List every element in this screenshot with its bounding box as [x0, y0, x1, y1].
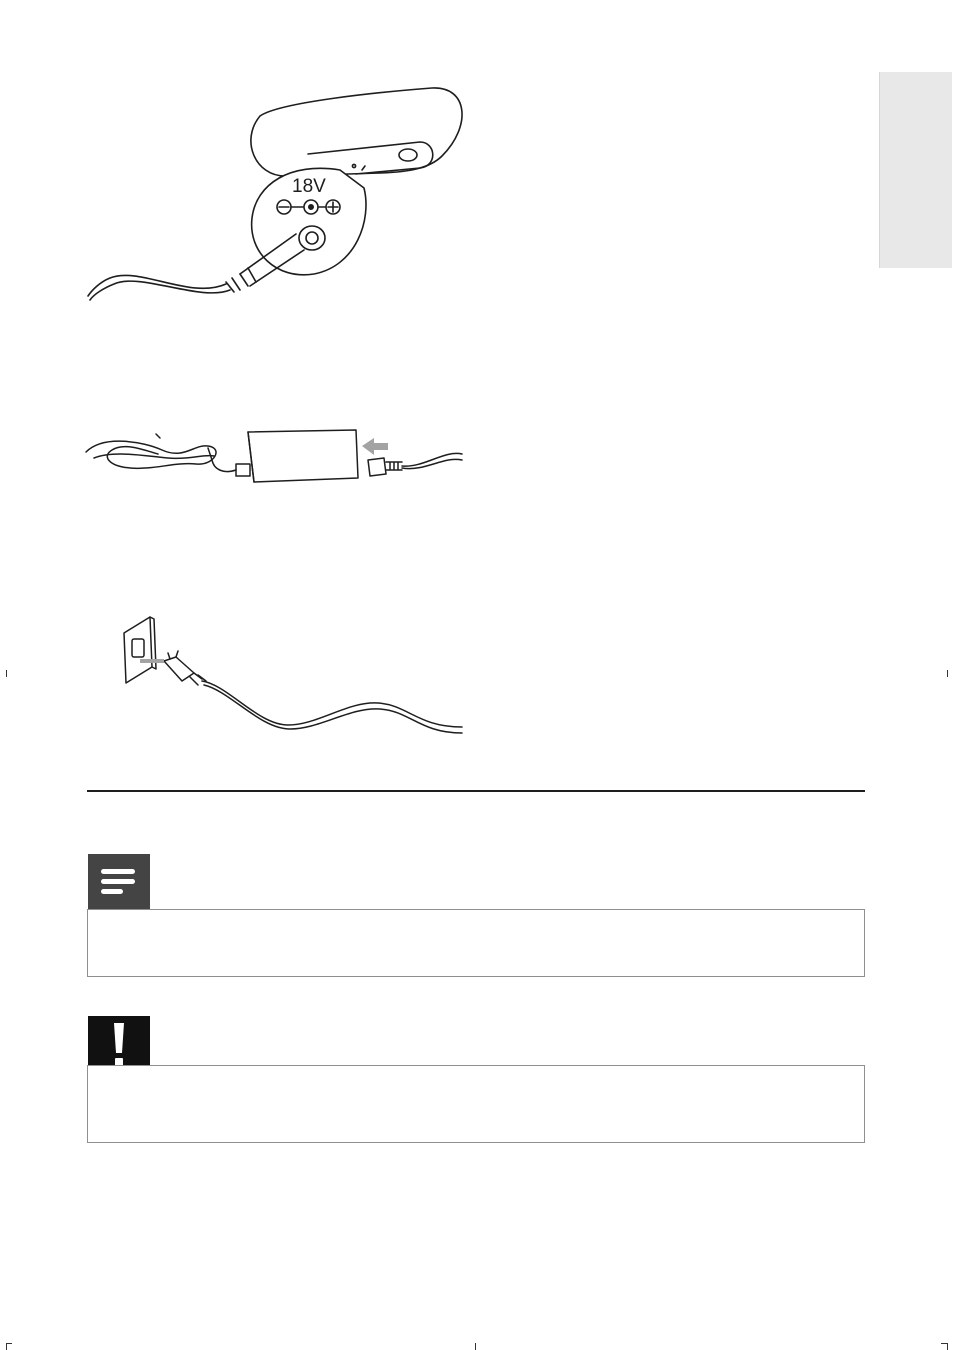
power-adapter-illustration [84, 420, 464, 500]
crop-mark [475, 1343, 476, 1350]
caution-badge [88, 1016, 150, 1072]
dc-socket-illustration [80, 70, 480, 310]
back-panel-port [399, 149, 417, 161]
voltage-label: 18V [292, 176, 326, 197]
language-tab [879, 72, 952, 268]
note-badge [88, 854, 150, 910]
caution-box [87, 1065, 865, 1143]
section-divider [87, 790, 865, 792]
arrow-left-icon [362, 438, 388, 455]
crop-mark [941, 1343, 947, 1344]
crop-mark [947, 670, 948, 677]
adapter-brick [248, 430, 358, 482]
mains-connector [368, 458, 386, 476]
crop-mark [6, 670, 7, 677]
exclamation-icon [112, 1021, 126, 1067]
wall-plate [124, 617, 152, 683]
mains-cord [202, 681, 462, 727]
crop-mark [6, 1343, 12, 1344]
crop-mark [6, 1343, 7, 1350]
note-lines-icon [101, 869, 137, 895]
crop-mark [947, 1343, 948, 1350]
note-box [87, 909, 865, 977]
wall-outlet-illustration [118, 615, 464, 743]
